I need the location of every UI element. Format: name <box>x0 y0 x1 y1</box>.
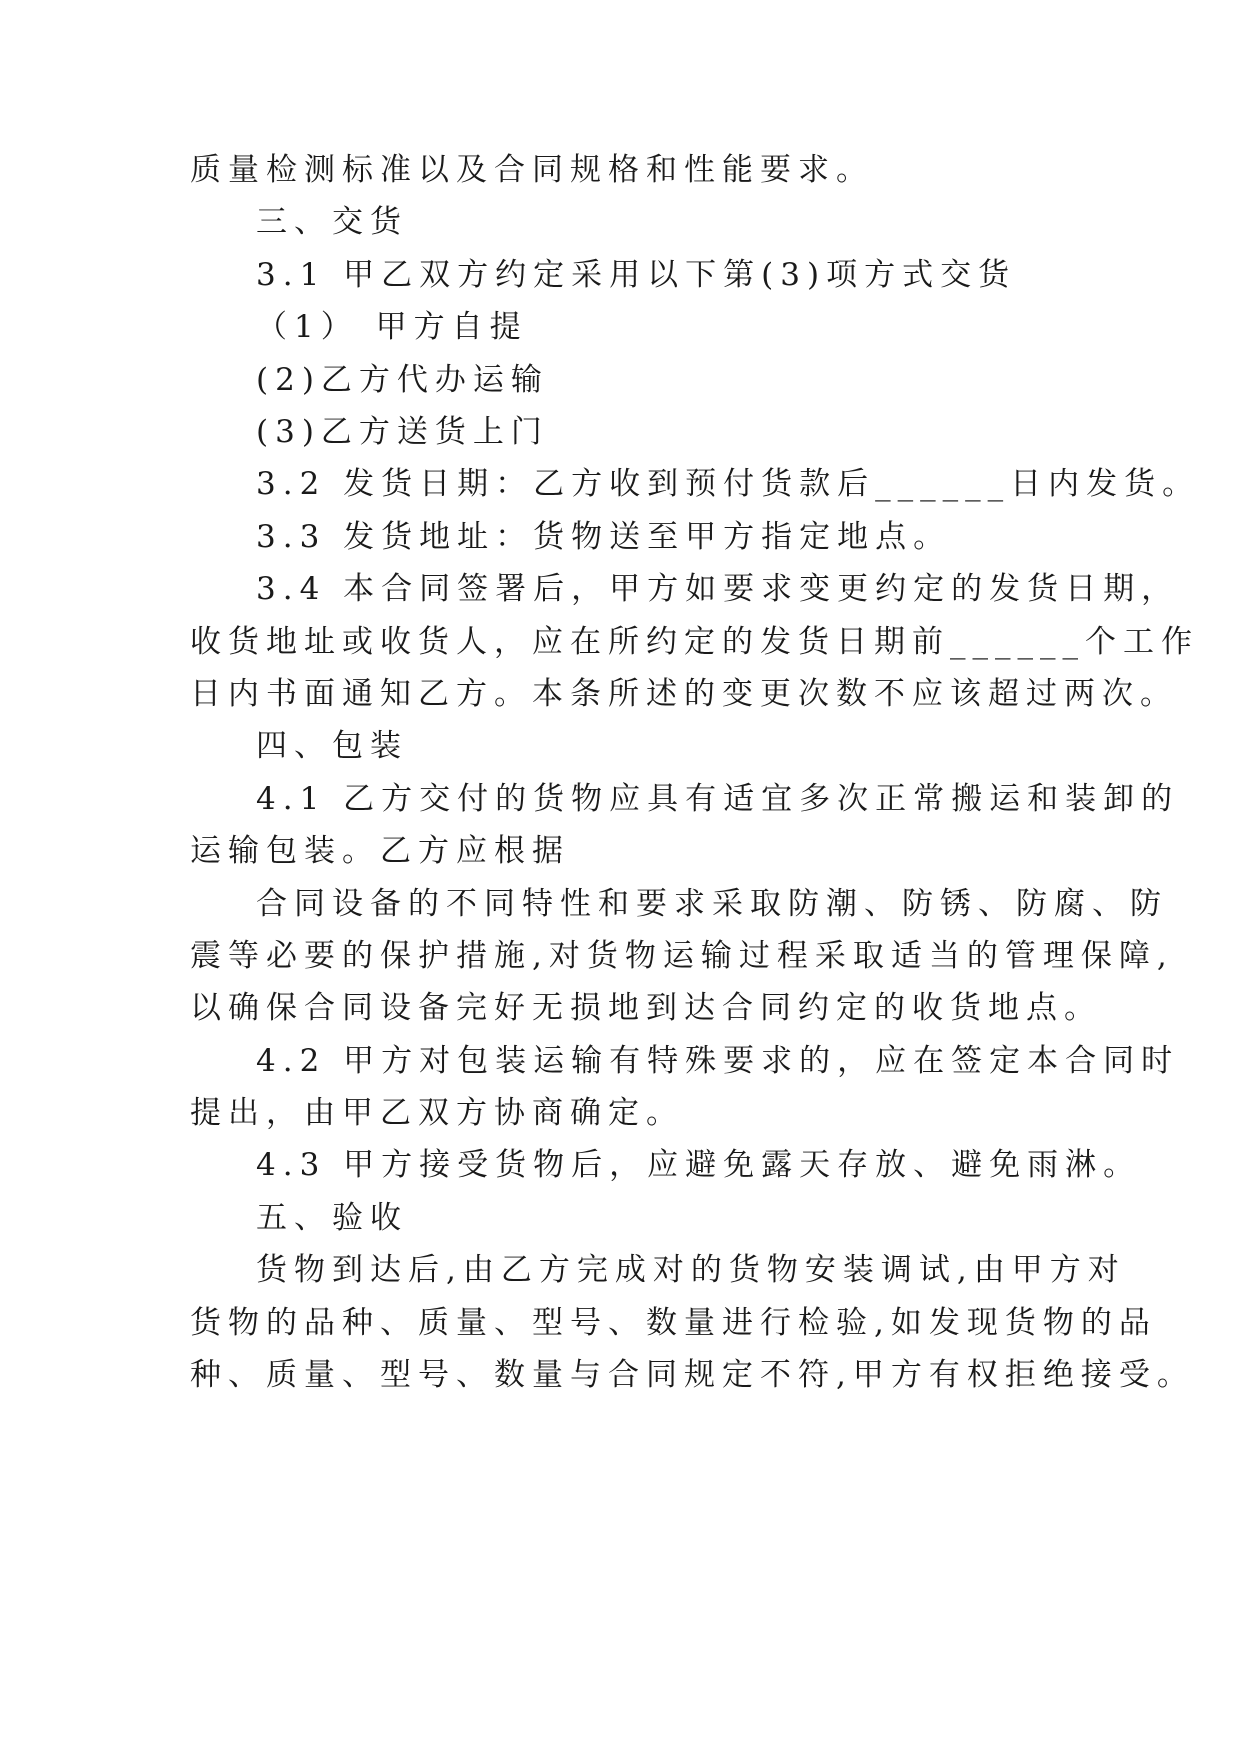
text-line: 4.1 乙方交付的货物应具有适宜多次正常搬运和装卸的 <box>256 781 1180 817</box>
text-line: 合同设备的不同特性和要求采取防潮、防锈、防腐、防 <box>256 886 1168 922</box>
section-heading: 三、交货 <box>256 204 408 240</box>
section-heading: 四、包装 <box>256 728 408 764</box>
text-line: （1） 甲方自提 <box>256 309 528 345</box>
text-line: (2)乙方代办运输 <box>256 362 549 398</box>
text-line: 3.2 发货日期：乙方收到预付货款后______日内发货。 <box>256 466 1201 502</box>
text-line: 货物的品种、质量、型号、数量进行检验,如发现货物的品 <box>190 1305 1157 1341</box>
text-line: 运输包装。乙方应根据 <box>190 833 570 869</box>
text-line: 震等必要的保护措施,对货物运输过程采取适当的管理保障, <box>190 938 1174 974</box>
text-line: 种、质量、型号、数量与合同规定不符,甲方有权拒绝接受。 <box>190 1357 1195 1393</box>
text-line: 收货地址或收货人，应在所约定的发货日期前______个工作 <box>190 624 1199 660</box>
text-line: 货物到达后,由乙方完成对的货物安装调试,由甲方对 <box>256 1252 1126 1288</box>
text-line: 4.2 甲方对包装运输有特殊要求的，应在签定本合同时 <box>256 1043 1180 1079</box>
text-line: 提出，由甲乙双方协商确定。 <box>190 1095 684 1131</box>
text-line: 以确保合同设备完好无损地到达合同约定的收货地点。 <box>190 990 1102 1026</box>
text-line: 3.1 甲乙双方约定采用以下第(3)项方式交货 <box>256 257 1017 293</box>
text-line: 日内书面通知乙方。本条所述的变更次数不应该超过两次。 <box>190 676 1178 712</box>
text-line: 质量检测标准以及合同规格和性能要求。 <box>190 152 874 188</box>
text-line: (3)乙方送货上门 <box>256 414 549 450</box>
text-line: 3.3 发货地址：货物送至甲方指定地点。 <box>256 519 952 555</box>
section-heading: 五、验收 <box>256 1200 408 1236</box>
text-line: 4.3 甲方接受货物后，应避免露天存放、避免雨淋。 <box>256 1147 1142 1183</box>
text-line: 3.4 本合同签署后，甲方如要求变更约定的发货日期， <box>256 571 1180 607</box>
